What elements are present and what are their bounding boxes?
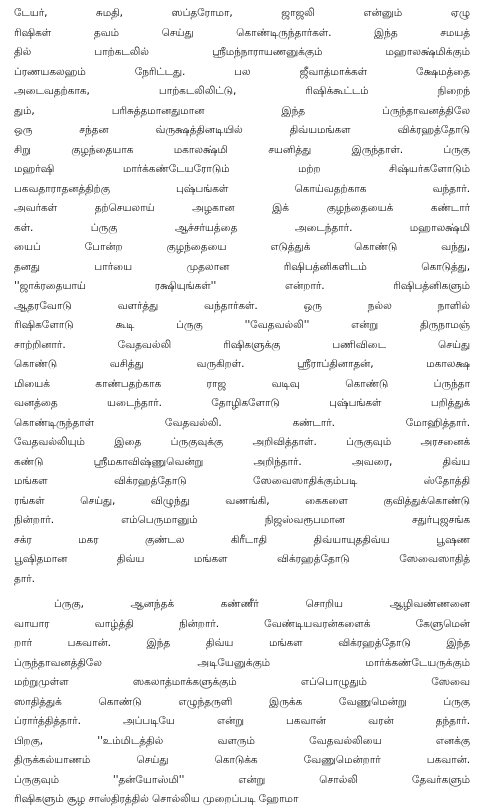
text-line: ரிஷிகளும் சூழ சாஸ்திரத்தில் சொல்லிய முறைப்படி ஹோமா — [14, 793, 299, 805]
text-line: பூஷிதமான திவ்ய மங்கள விக்ரஹத்தோடு ஸேவைஸாதித் — [14, 553, 470, 565]
text-line: மற்றுமுள்ள ஸகலாத்மாக்களுக்கும் எப்பொழுதும் ஸேவை — [14, 676, 470, 688]
text-line: தும், பரிசுத்தமானதுமான இந்த ப்ருந்தாவனத்திலே — [14, 104, 470, 117]
text-line: பகவதாராதனத்திற்கு புஷ்பங்கள் கொய்வதற்காக வந்தார். — [14, 182, 470, 195]
text-line: தனது பார்யை முதலான ரிஷிபத்னிகளிடம் கொடுத்து, — [14, 260, 470, 273]
text-line: ஆதரவோடு வளர்த்து வந்தார்கள். ஒரு நல்ல நாளில் — [14, 299, 470, 312]
text-line: நின்றார். எம்பெருமானும் நிஜஸ்வரூபமான சதுர்புஜசங்க — [14, 514, 470, 526]
text-line: ''ஜாக்ரதையாய் ரக்ஷியுங்கள்'' என்றார். ரிஷிபத்னிகளும் — [14, 280, 470, 292]
text-line: யைப் போன்ற குழந்தையை எடுத்துக் கொண்டு வந்து, — [14, 241, 470, 253]
text-line: திருக்கல்யாணம் செய்து கொடுக்க வேணுமென்றார் பகவான். — [14, 754, 470, 766]
text-line: வனத்தை யடைந்தார். தோழிகளோடு புஷ்பங்கள் பறித்துக் — [14, 397, 470, 409]
text-line: ரிஷிகள் தவம் செய்து கொண்டிருந்தார்கள். இந்த சமயத் — [14, 26, 470, 39]
text-line: ப்ரார்த்தித்தார். அப்படியே என்று பகவான் வரன் தந்தார். — [14, 715, 470, 727]
text-line: சிறு குழந்தையாக மகாலக்ஷ்மி சயனித்து இருந்தாள். ப்ருகு — [14, 143, 470, 156]
text-line: கண்டு ஸ்ரீமகாவிஷ்ணுவென்று அறிந்தார். அவரை, திவ்ய — [14, 455, 470, 468]
text-line: தார். — [14, 572, 35, 585]
text-line: ப்ருகுவும் ''தன்யோஸ்மி'' என்று சொல்லி தேவர்களும் — [14, 773, 470, 786]
text-line: ஸாதித்துக் கொண்டு எழுந்தருளி இருக்க வேணுமென்று ப்ருகு — [14, 695, 470, 708]
text-line: கொண்டிருந்தாள் வேதவல்லி. கண்டார். மோஹித்தார். — [14, 416, 470, 429]
text-line: றார் பகவான். இந்த திவ்ய மங்கள விக்ரஹத்தோடு இந்த — [14, 637, 470, 649]
text-line: சாற்றினார். வேதவல்லி ரிஷிகளுக்கு பணிவிடை செய்து — [14, 338, 470, 351]
text-line: ப்ருகு, ஆனந்தக் கண்ணீர் சொறிய ஆழிவண்ணனை — [54, 598, 470, 610]
text-line: அவர்கள் தற்செயலாய் அழகான இக் குழந்தையைக் கண்டார் — [14, 202, 470, 214]
text-line: தில் பாற்கடலில் ஸ்ரீமந்நாராயணனுக்கும் மஹாலக்ஷ்மிக்கும் — [14, 46, 470, 58]
text-line: கள். ப்ருகு ஆச்சர்யத்தை அடைந்தார். மஹாலக்ஷ்மி — [14, 221, 470, 234]
paragraph — [14, 595, 470, 810]
text-line: ஒரு சந்தன வ்ருக்ஷத்தினடியில் திவ்யமங்கள விக்ரஹத்தோடு — [14, 124, 470, 136]
text-line: வேதவல்லியும் இதை ப்ருகுவுக்கு அறிவித்தாள். ப்ருகுவும் அரசனைக் — [14, 436, 470, 448]
text-line: டேயர், சுமதி, ஸப்தரோமா, ஜாஜலி என்னும் ஏழு — [14, 7, 470, 19]
text-line: மஹர்ஷி மார்க்கண்டேயரோடும் மற்ற சிஷ்யர்களோடும் — [14, 163, 470, 175]
text-line: ரிஷிகளோடு கூடி ப்ருகு ''வேதவல்லி'' என்று திருநாமஞ் — [14, 319, 470, 331]
text-line: வாயார வாழ்த்தி நின்றார். வேண்டியவரன்களைக் கேளுமென் — [14, 617, 470, 630]
text-line: அடைவதற்காக, பாற்கடலிலிட்டு, ரிஷிக்கூட்டம் நிறைந் — [14, 85, 470, 97]
paragraphs — [14, 4, 470, 810]
text-line: மங்கள விக்ரஹத்தோடு ஸேவைஸாதிக்கும்படி ஸ்தோத்தி — [14, 475, 470, 487]
text-line: ப்ரணயகலஹம் நேரிட்டது. பல ஜீவாத்மாக்கள் க்ஷேமத்தை — [14, 65, 470, 78]
text-line: கொண்டு வசித்து வருகிறள். ஶ்ரீராப்தினாதன், மகாலக்ஷ — [14, 358, 470, 370]
paragraph — [14, 4, 470, 589]
document-page — [14, 4, 470, 810]
text-line: ரங்கள் செய்து, விழுந்து வணங்கி, கைகளை குவித்துக்கொண்டு — [14, 494, 470, 507]
text-line: ப்ருந்தாவனத்திலே அடியேனுக்கும் மார்க்கண்டேயருக்கும் — [14, 656, 470, 669]
text-line: சக்ர மகர குண்டல கிரீடாதி திவ்யாயுததிவ்ய பூஷண — [14, 533, 470, 546]
text-line: மியைக் காண்பதற்காக ராஜ வடிவு கொண்டு ப்ருந்தா — [14, 377, 470, 390]
text-line: பிறகு, ''உம்மிடத்தில் வளரும் வேதவல்லியை எனக்கு — [14, 734, 470, 747]
